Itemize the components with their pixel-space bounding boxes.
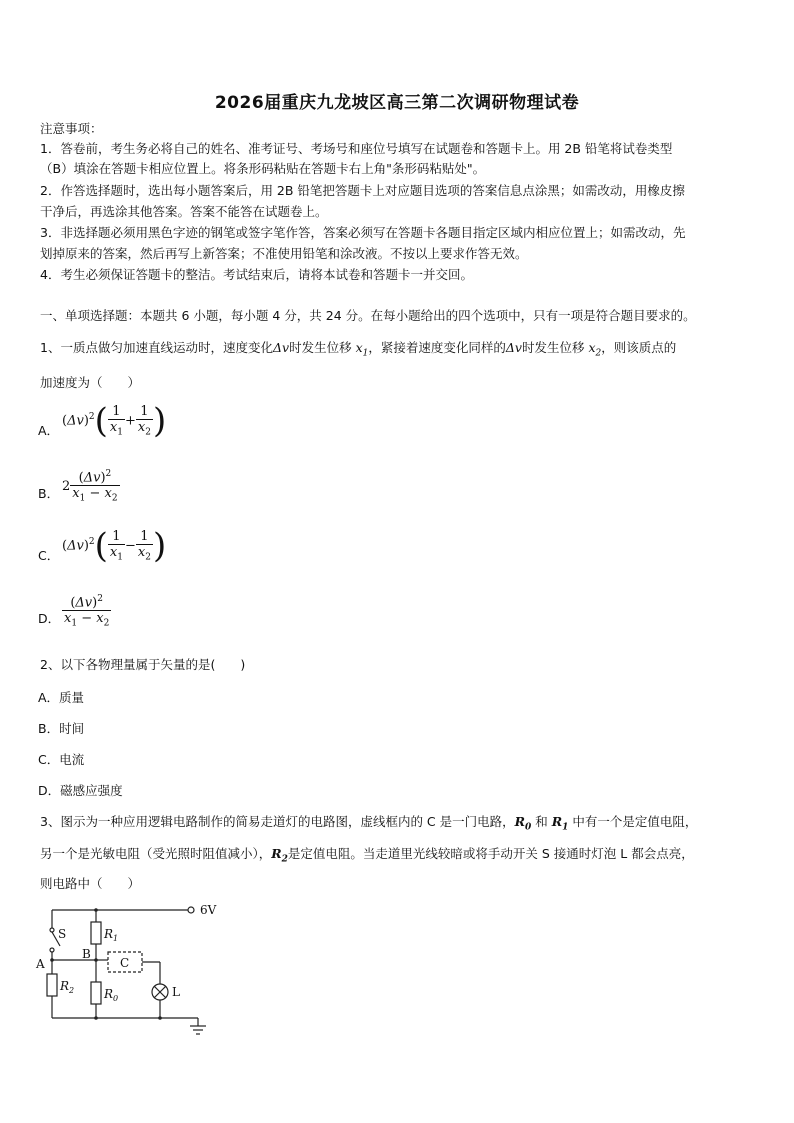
- notice-line: （B）填涂在答题卡相应位置上。将条形码粘贴在答题卡右上角"条形码粘贴处"。: [40, 161, 486, 176]
- question-3-stem: 3、图示为一种应用逻辑电路制作的简易走道灯的电路图，虚线框内的 C 是一门电路，$R_0$ 和 $R_1$ 中有一个是定值电阻，: [40, 814, 698, 833]
- question-2-option: B．时间: [38, 721, 85, 736]
- r0-label: $R_0$: [104, 987, 119, 1003]
- node-b-label: B: [82, 947, 91, 961]
- voltage-label: 6V: [200, 903, 217, 917]
- question-2-option: D．磁感应强度: [38, 783, 123, 798]
- gate-label: C: [120, 956, 130, 970]
- option-b-formula: 2 $\frac{(\Delta v)^2}{x_1 - x_2}$: [62, 469, 118, 504]
- lamp-label: L: [172, 985, 180, 999]
- option-b-label: B．: [38, 486, 60, 501]
- notice-heading: 注意事项：: [40, 121, 103, 136]
- question-1-stem: 1、一质点做匀加速直线运动时，速度变化Δv时发生位移 $x_1$，紧接着速度变化同样的Δv时发生位移 $x_2$，则该质点的: [40, 340, 677, 359]
- option-a-label: A．: [38, 423, 60, 438]
- question-2-option: C．电流: [38, 752, 85, 767]
- notice-line: 4．考生必须保证答题卡的整洁。考试结束后，请将本试卷和答题卡一并交回。: [40, 267, 473, 282]
- r1-label: $R_1$: [104, 927, 119, 943]
- notice-line: 2．作答选择题时，选出每小题答案后，用 2B 铅笔把答题卡上对应题目选项的答案信息点涂黑；如需改动，用橡皮擦: [40, 183, 685, 198]
- option-a-formula: $(\Delta v)^2$( $\frac{1}{x_1}$ + $\frac{1}{x_2}$ ): [62, 401, 167, 441]
- option-d-formula: $\frac{(\Delta v)^2}{x_1 - x_2}$: [64, 594, 110, 629]
- notice-line: 干净后，再选涂其他答案。答案不能答在试题卷上。: [40, 204, 328, 219]
- page-title: 2026届重庆九龙坡区高三第二次调研物理试卷: [214, 93, 580, 113]
- option-c-label: C．: [38, 548, 60, 563]
- section-heading: 一、单项选择题：本题共 6 小题，每小题 4 分，共 24 分。在每小题给出的四个选项中，只有一项是符合题目要求的。: [40, 308, 696, 323]
- notice-line: 1．答卷前，考生务必将自己的姓名、准考证号、考场号和座位号填写在试题卷和答题卡上。用 2B 铅笔将试卷类型: [40, 141, 673, 156]
- option-c-formula: $(\Delta v)^2$( $\frac{1}{x_1}$ − $\frac{1}{x_2}$ ): [62, 526, 167, 566]
- question-3-stem-cont: 另一个是光敏电阻（受光照时阻值减小），$R_2$是定值电阻。当走道里光线较暗或将手动开关 S 接通时灯泡 L 都会点亮，: [40, 846, 694, 865]
- switch-label: S: [58, 927, 67, 941]
- node-a-label: A: [36, 957, 45, 971]
- question-3-stem-cont: 则电路中（ ）: [40, 876, 141, 891]
- option-d-label: D．: [38, 611, 61, 626]
- notice-line: 划掉原来的答案，然后再写上新答案；不准使用铅笔和涂改液。不按以上要求作答无效。: [40, 246, 528, 261]
- r2-label: $R_2$: [60, 979, 75, 995]
- notice-line: 3．非选择题必须用黑色字迹的钢笔或签字笔作答，答案必须写在答题卡各题目指定区域内相应位置上；如需改动，先: [40, 225, 686, 240]
- question-2-stem: 2、以下各物理量属于矢量的是( ): [40, 657, 246, 672]
- circuit-diagram: [30, 900, 230, 1040]
- question-1-stem-cont: 加速度为（ ）: [40, 375, 141, 390]
- question-2-option: A．质量: [38, 690, 85, 705]
